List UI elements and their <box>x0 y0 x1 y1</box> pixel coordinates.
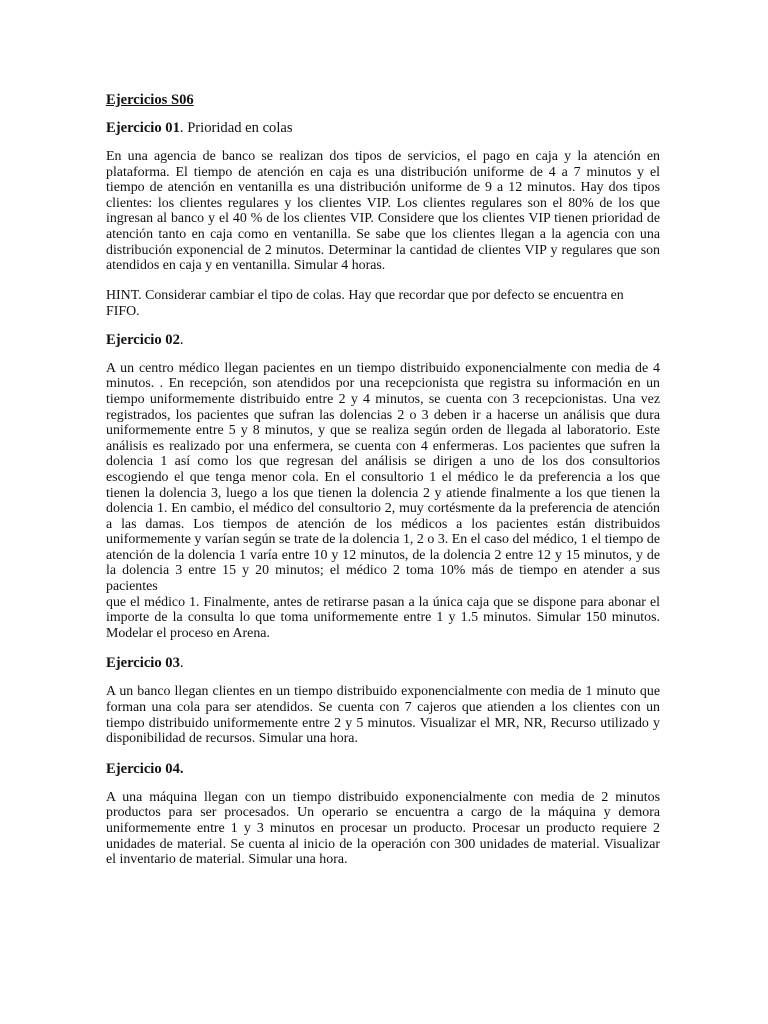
exercise-02-suffix: . <box>179 331 184 348</box>
exercise-04-body: A una máquina llegan con un tiempo distribuido exponencialmente con media de 2 minutos productos para ser procesados. Un operario se encuentra a cargo de la máquina y demora uniformemente entre 1 y 3 minutos en procesar un producto. Procesar un producto requiere 2 unidades de material. Se cuenta al inicio de la operación con 300 unidades de material. Visualizar el inventario de material. Simular una hora. <box>106 789 660 868</box>
exercise-04-label: Ejercicio 04. <box>106 760 184 777</box>
exercise-02-label: Ejercicio 02 <box>106 331 180 348</box>
exercise-01-heading <box>106 120 660 137</box>
exercise-03-heading <box>106 655 660 672</box>
exercise-04-heading <box>106 761 660 778</box>
exercise-01-label: Ejercicio 01 <box>106 120 180 136</box>
exercise-03-label: Ejercicio 03 <box>106 655 180 672</box>
exercise-02-heading <box>106 332 660 349</box>
document-title: Ejercicios S06 <box>106 92 194 108</box>
exercise-03-body: A un banco llegan clientes en un tiempo distribuido exponencialmente con media de 1 minuto que forman una cola para ser atendidos. Se cuenta con 7 cajeros que atienden a los clientes con un tiempo distribuido uniformemente entre 2 y 5 minutos. Visualizar el MR, NR, Recurso utilizado y disponibilidad de recursos. Simular una hora. <box>106 684 660 747</box>
exercise-02-body-continued: que el médico 1. Finalmente, antes de retirarse pasan a la única caja que se dispone para abonar el importe de la consulta lo que toma uniformemente entre 1 y 1.5 minutos. Simular 150 minutos. Modelar el proceso en Arena. <box>106 594 660 641</box>
document-page <box>106 92 660 882</box>
exercise-01-subtitle: . Prioridad en colas <box>179 120 293 136</box>
exercise-02-body: A un centro médico llegan pacientes en un tiempo distribuido exponencialmente con media de 4 minutos. . En recepción, son atendidos por una recepcionista que registra su información en un tiempo uniformemente distribuido entre 2 y 4 minutos, se cuenta con 3 recepcionistas. Una vez registrados, los pacientes que sufran las dolencias 2 o 3 deben ir a hacerse un análisis que dura uniformemente entre 5 y 8 minutos, y que se realiza según orden de llegada al laboratorio. Este análisis es realizado por una enfermera, se cuenta con 4 enfermeras. Los pacientes que sufren la dolencia 1 así como los que regresan del análisis se dirigen a uno de los dos consultorios escogiendo el que tenga menor cola. En el consultorio 1 el médico le da preferencia a los que tienen la dolencia 3, luego a los que tienen la dolencia 2 y atiende finalmente a los que tienen la dolencia 1. En cambio, el médico del consultorio 2, muy cortésmente da la preferencia de atención a las damas. Los tiempos de atención de los médicos a los pacientes están distribuidos uniformemente y varían según se trate de la dolencia 1, 2 o 3. En el caso del médico, 1 el tiempo de atención de la dolencia 1 varía entre 10 y 12 minutos, de la dolencia 2 entre 12 y 15 minutos, y de la dolencia 3 entre 15 y 20 minutos; el médico 2 toma 10% más de tiempo en atender a sus pacientes <box>106 360 660 595</box>
exercise-01-hint: HINT. Considerar cambiar el tipo de colas. Hay que recordar que por defecto se encuentra en FIFO. <box>106 287 624 319</box>
exercise-03-suffix: . <box>179 655 184 672</box>
exercise-01-body: En una agencia de banco se realizan dos tipos de servicios, el pago en caja y la atención en plataforma. El tiempo de atención en caja es una distribución uniforme de 4 a 7 minutos y el tiempo de atención en ventanilla es una distribución uniforme de 9 a 12 minutos. Hay dos tipos clientes: los clientes regulares y los clientes VIP. Los clientes regulares son el 80% de los que ingresan al banco y el 40 % de los clientes VIP. Considere que los clientes VIP tienen prioridad de atención tanto en caja como en ventanilla. Se sabe que los clientes llegan a la agencia con una distribución exponencial de 2 minutos. Determinar la cantidad de clientes VIP y regulares que son atendidos en caja y en ventanilla. Simular 4 horas. <box>106 149 660 274</box>
